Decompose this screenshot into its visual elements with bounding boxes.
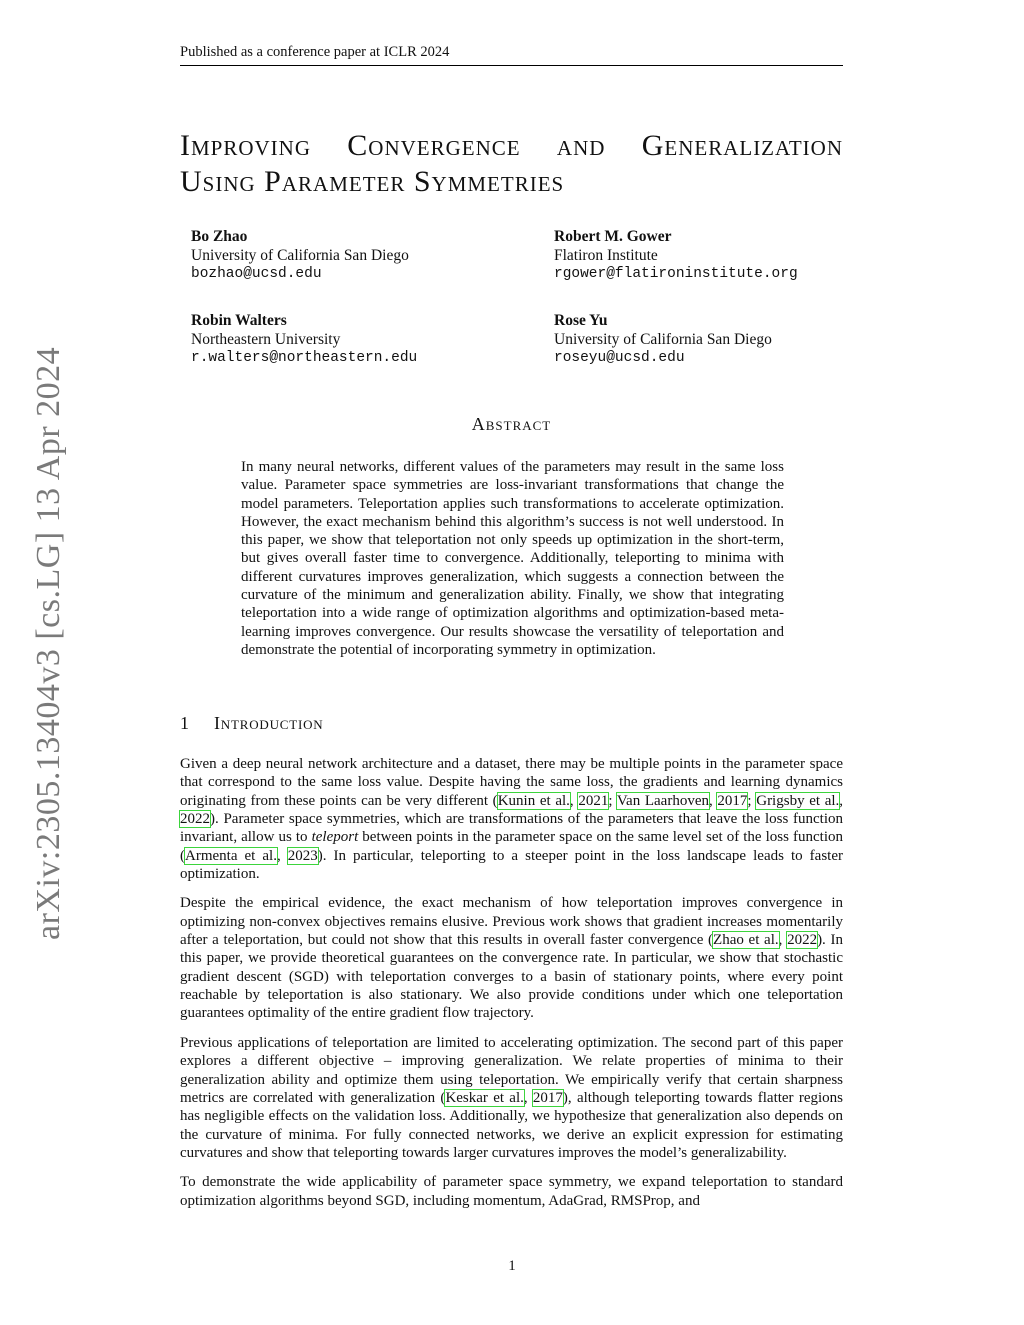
page-number: 1	[508, 1258, 516, 1274]
title-word: Improving	[180, 129, 312, 162]
paper-title	[180, 128, 843, 200]
author-email[interactable]: r.walters@northeastern.edu	[191, 350, 418, 366]
citation-link[interactable]: Armenta et al.	[185, 847, 277, 864]
citation-link[interactable]: Zhao et al.	[713, 932, 779, 949]
title-word: and	[556, 129, 606, 162]
section-number: 1	[180, 713, 190, 733]
author-email[interactable]: rgower@flatironinstitute.org	[554, 266, 798, 282]
title-word: Convergence	[347, 129, 521, 162]
citation-link[interactable]: 2021	[578, 792, 609, 809]
paragraph: To demonstrate the wide applicability of parameter space symmetry, we expand teleportation to standard optimization algorithms beyond SGD, including momentum, AdaGrad, RMSProp, and	[180, 1174, 843, 1209]
citation-link[interactable]: Van Laarhoven	[616, 792, 709, 809]
author-affiliation: University of California San Diego	[554, 331, 772, 348]
citation-link[interactable]: Grigsby et al.	[756, 792, 840, 809]
author-name: Robin Walters	[191, 312, 287, 329]
section-heading-introduction	[180, 713, 843, 734]
author-card	[191, 311, 511, 368]
citation-link[interactable]: 2017	[717, 792, 748, 809]
author-affiliation: University of California San Diego	[191, 247, 409, 264]
author-card	[554, 227, 874, 284]
paragraph: Despite the empirical evidence, the exact mechanism of how teleportation improves convergence in optimizing non-convex objectives remains elusive. Previous work shows that gradient increases momentarily after a teleportation, but could not show that this results in overall faster convergence (Zhao et al., 2022). In this paper, we provide theoretical guarantees on the convergence rate. In particular, we show that stochastic gradient descent (SGD) with teleportation converges to a basin of stationary points, where every point reachable by teleportation is also stationary. We also provide conditions under which one teleportation guarantees optimality of the entire gradient flow trajectory.	[180, 895, 843, 1022]
title-line-1	[180, 128, 843, 164]
citation-link[interactable]: 2023	[287, 847, 318, 864]
citation-link[interactable]: 2022	[787, 932, 818, 949]
author-name: Robert M. Gower	[554, 228, 672, 245]
abstract-heading: Abstract	[471, 414, 552, 434]
citation-link[interactable]: 2017	[532, 1089, 563, 1106]
author-card	[191, 227, 511, 284]
paragraph: Given a deep neural network architecture and a dataset, there may be multiple points in the parameter space that correspond to the same loss value. Despite having the same loss, the gradients and learning dynamics originating from these points can be very different (Kunin et al., 2021; Van Laarhoven, 2017; Grigsby et al., 2022). Parameter space symmetries, which are transformations of the parameters that leave the loss function invariant, allow us to teleport between points in the parameter space on the same level set of the loss function (Armenta et al., 2023). In particular, teleporting to a steeper point in the loss landscape leads to faster optimization.	[180, 756, 844, 883]
author-affiliation: Flatiron Institute	[554, 247, 658, 264]
author-name: Bo Zhao	[191, 228, 248, 245]
running-header	[180, 44, 843, 66]
title-word: Generalization	[641, 129, 843, 162]
citation-link[interactable]: Kunin et al.	[497, 792, 570, 809]
title-line-2: Using Parameter Symmetries	[180, 165, 565, 198]
introduction-body	[180, 755, 843, 1221]
author-email[interactable]: bozhao@ucsd.edu	[191, 266, 322, 282]
paragraph: Previous applications of teleportation are limited to accelerating optimization. The second part of this paper explores a different objective – improving generalization. We relate properties of minima to their generalization ability and optimize them using teleportation. We empirically verify that certain sharpness metrics are correlated with generalization (Keskar et al., 2017), although teleporting towards flatter regions has negligible effects on the validation loss. Additionally, we hypothesize that generalization also depends on the curvature of minima. For fully connected networks, we derive an explicit expression for estimating curvatures and show that teleporting towards larger curvatures improves the model’s generalizability.	[180, 1034, 843, 1161]
citation-link[interactable]: Keskar et al.	[445, 1089, 524, 1106]
emphasis-teleport: teleport	[311, 829, 359, 846]
citation-link[interactable]: 2022	[180, 811, 210, 828]
author-email[interactable]: roseyu@ucsd.edu	[554, 350, 685, 366]
venue-line: Published as a conference paper at ICLR 2024	[180, 44, 450, 60]
abstract-body: In many neural networks, different values of the parameters may result in the same loss value. Parameter space symmetries are loss-invariant transformations that change the model parameters. Teleportation applies such transformations to accelerate optimization. However, the exact mechanism behind this algorithm’s success is not well understood. In this paper, we show that teleportation not only speeds up optimization in the short-term, but gives overall faster time to convergence. Additionally, teleporting to minima with different curvatures improves generalization, which suggests a connection between the curvature of the minimum and generalization ability. Finally, we show that integrating teleportation into a wide range of optimization algorithms and optimization-based meta-learning improves convergence. Our results showcase the versatility of teleportation and demonstrate the potential of incorporating symmetry in optimization.	[241, 459, 784, 658]
section-title: Introduction	[214, 713, 324, 733]
arxiv-identifier-stamp: arXiv:2305.13404v3 [cs.LG] 13 Apr 2024	[30, 346, 67, 940]
author-affiliation: Northeastern University	[191, 331, 341, 348]
author-card	[554, 311, 874, 368]
author-name: Rose Yu	[554, 312, 608, 329]
